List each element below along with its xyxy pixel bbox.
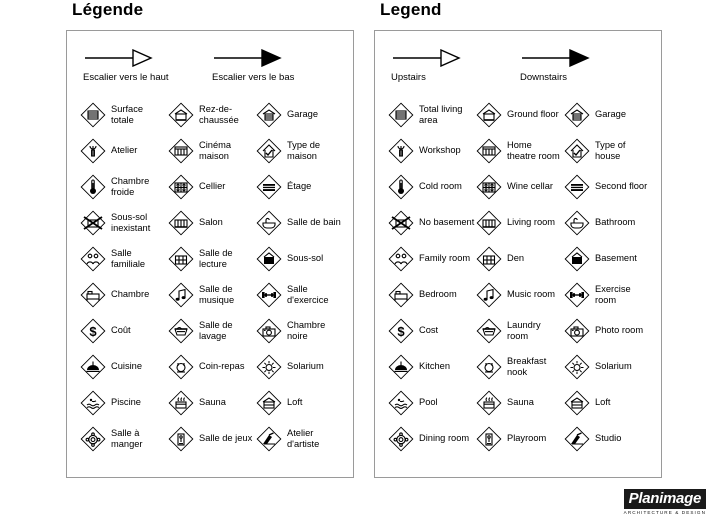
legend-item xyxy=(167,98,255,132)
legend-box-french xyxy=(66,30,354,478)
bathroom-icon xyxy=(255,209,283,237)
legend-item xyxy=(167,206,255,240)
playroom-icon xyxy=(475,425,503,453)
legend-item-label: Atelier xyxy=(111,145,138,156)
family-room-icon xyxy=(79,245,107,273)
legend-item xyxy=(387,386,475,420)
workshop-icon xyxy=(79,137,107,165)
legend-item-label: Family room xyxy=(419,253,471,264)
no-basement-icon xyxy=(387,209,415,237)
legend-item xyxy=(167,278,255,312)
legend-item xyxy=(475,98,563,132)
legend-item-label: Cellier xyxy=(199,181,226,192)
legend-item-label: Salle de bain xyxy=(287,217,341,228)
legend-item xyxy=(475,386,563,420)
legend-item xyxy=(387,134,475,168)
planimage-logo xyxy=(624,489,706,515)
legend-item xyxy=(79,134,167,168)
music-room-icon xyxy=(167,281,195,309)
photo-room-icon xyxy=(255,317,283,345)
legend-item xyxy=(475,134,563,168)
stairs-row-english xyxy=(385,43,651,88)
legend-item-label: Salle à manger xyxy=(111,427,143,449)
legend-item-label: Solarium xyxy=(287,361,324,372)
cost-icon xyxy=(387,317,415,345)
legend-panel-french xyxy=(66,0,362,478)
svg-text:$: $ xyxy=(89,323,97,339)
legend-item xyxy=(79,206,167,240)
legend-item xyxy=(563,206,651,240)
workshop-icon xyxy=(387,137,415,165)
legend-item-label: Kitchen xyxy=(419,361,451,372)
legend-item-label: Surface totale xyxy=(111,103,144,125)
stairs-down-english xyxy=(520,49,649,84)
breakfast-nook-icon xyxy=(167,353,195,381)
legend-item-label: Den xyxy=(507,253,525,264)
legend-item-label: Music room xyxy=(507,289,556,300)
legend-item-label: Salle d'exercice xyxy=(287,283,329,305)
legend-item-label: Sous-sol xyxy=(287,253,324,264)
legend-item xyxy=(475,314,563,348)
legend-item-label: Cinéma maison xyxy=(199,139,232,161)
cold-room-icon xyxy=(387,173,415,201)
legend-item-label: Chambre noire xyxy=(287,319,326,341)
stairs-up-english xyxy=(391,49,520,84)
music-room-icon xyxy=(475,281,503,309)
legend-item xyxy=(167,242,255,276)
pool-icon xyxy=(79,389,107,417)
legend-item-label: Exercise room xyxy=(595,283,631,305)
legend-item-label: Salle de musique xyxy=(199,283,235,305)
legend-item-label: Cost xyxy=(419,325,439,336)
legend-item xyxy=(563,278,651,312)
legend-item-label: Wine cellar xyxy=(507,181,553,192)
ground-floor-icon xyxy=(167,101,195,129)
dining-room-icon xyxy=(387,425,415,453)
legend-item xyxy=(167,386,255,420)
legend-item xyxy=(475,242,563,276)
legend-item xyxy=(563,314,651,348)
legend-item xyxy=(79,170,167,204)
legend-item xyxy=(79,242,167,276)
legend-item xyxy=(563,98,651,132)
legend-item xyxy=(79,278,167,312)
den-icon xyxy=(167,245,195,273)
legend-item xyxy=(387,98,475,132)
basement-icon xyxy=(563,245,591,273)
legend-item-label: Cuisine xyxy=(111,361,143,372)
second-floor-icon xyxy=(563,173,591,201)
legend-item-label: Salle de lavage xyxy=(199,319,233,341)
laundry-room-icon xyxy=(475,317,503,345)
exercise-room-icon xyxy=(563,281,591,309)
legend-item xyxy=(387,242,475,276)
legend-item-label: Atelier d'artiste xyxy=(287,427,320,449)
pool-icon xyxy=(387,389,415,417)
arrow-solid-right-icon xyxy=(520,49,590,67)
legend-item xyxy=(387,170,475,204)
legend-item xyxy=(563,350,651,384)
stairs-row-french xyxy=(77,43,343,88)
legend-item xyxy=(387,278,475,312)
legend-item xyxy=(563,242,651,276)
arrow-outline-right-icon xyxy=(83,49,153,67)
legend-item xyxy=(563,134,651,168)
legend-panel-english xyxy=(374,0,670,478)
legend-item xyxy=(563,386,651,420)
legend-item-label: Playroom xyxy=(507,433,547,444)
legend-item-label: Bedroom xyxy=(419,289,457,300)
legend-item xyxy=(255,314,343,348)
kitchen-icon xyxy=(79,353,107,381)
legend-item-label: Chambre xyxy=(111,289,150,300)
legend-item xyxy=(79,350,167,384)
legend-item xyxy=(255,386,343,420)
svg-text:$: $ xyxy=(397,323,405,339)
cold-room-icon xyxy=(79,173,107,201)
legend-item xyxy=(387,314,475,348)
legend-item-label: Loft xyxy=(287,397,303,408)
legend-item-label: Garage xyxy=(287,109,319,120)
logo-tagline: ARCHITECTURE & DESIGN xyxy=(623,510,706,515)
stairs-down-label-french: Escalier vers le bas xyxy=(212,72,295,83)
bedroom-icon xyxy=(79,281,107,309)
legend-grid-english xyxy=(385,98,651,456)
legend-item-label: Bathroom xyxy=(595,217,636,228)
wine-cellar-icon xyxy=(475,173,503,201)
photo-room-icon xyxy=(563,317,591,345)
playroom-icon xyxy=(167,425,195,453)
legend-item xyxy=(387,422,475,456)
legend-item xyxy=(475,206,563,240)
living-room-icon xyxy=(475,209,503,237)
no-basement-icon xyxy=(79,209,107,237)
studio-icon xyxy=(563,425,591,453)
legend-item xyxy=(79,98,167,132)
logo-wordmark: Planimage xyxy=(624,489,706,509)
legend-item-label: Chambre froide xyxy=(111,175,150,197)
arrow-outline-right-icon xyxy=(391,49,461,67)
legend-item-label: Sous-sol inexistant xyxy=(111,211,151,233)
legend-item-label: Coin-repas xyxy=(199,361,245,372)
legend-item-label: Ground floor xyxy=(507,109,559,120)
legend-item-label: Rez-de-chaussée xyxy=(199,103,239,125)
legend-item xyxy=(387,350,475,384)
legend-item-label: Studio xyxy=(595,433,622,444)
legend-item-label: Solarium xyxy=(595,361,632,372)
basement-icon xyxy=(255,245,283,273)
legend-item xyxy=(255,350,343,384)
legend-item xyxy=(255,98,343,132)
legend-item xyxy=(167,134,255,168)
legend-item xyxy=(475,278,563,312)
legend-item-label: Piscine xyxy=(111,397,141,408)
home-theatre-icon xyxy=(167,137,195,165)
legend-item-label: Breakfast nook xyxy=(507,355,547,377)
legend-box-english xyxy=(374,30,662,478)
stairs-up-french xyxy=(83,49,212,84)
loft-icon xyxy=(255,389,283,417)
legend-item xyxy=(167,314,255,348)
living-room-icon xyxy=(167,209,195,237)
legend-item-label: Étage xyxy=(287,181,312,192)
legend-item-label: Coût xyxy=(111,325,131,336)
legend-item xyxy=(255,134,343,168)
legend-item-label: Laundry room xyxy=(507,319,541,341)
legend-item-label: Type of house xyxy=(595,139,626,161)
legend-item xyxy=(563,170,651,204)
legend-item-label: Salon xyxy=(199,217,223,228)
legend-item xyxy=(475,350,563,384)
legend-item-label: Living room xyxy=(507,217,556,228)
type-of-house-icon xyxy=(255,137,283,165)
legend-item-label: Loft xyxy=(595,397,611,408)
legend-item xyxy=(167,350,255,384)
legend-item-label: Cold room xyxy=(419,181,462,192)
page-title-french: Légende xyxy=(72,0,144,19)
solarium-icon xyxy=(255,353,283,381)
studio-icon xyxy=(255,425,283,453)
garage-icon xyxy=(255,101,283,129)
total-living-area-icon xyxy=(79,101,107,129)
page-title-english: Legend xyxy=(380,0,442,19)
legend-item-label: Sauna xyxy=(199,397,226,408)
kitchen-icon xyxy=(387,353,415,381)
loft-icon xyxy=(563,389,591,417)
sauna-icon xyxy=(475,389,503,417)
stairs-up-label-french: Escalier vers le haut xyxy=(83,72,169,83)
legend-item xyxy=(167,170,255,204)
exercise-room-icon xyxy=(255,281,283,309)
legend-grid-french xyxy=(77,98,343,456)
legend-item-label: Type de maison xyxy=(287,139,321,161)
cost-icon xyxy=(79,317,107,345)
bedroom-icon xyxy=(387,281,415,309)
legend-item xyxy=(255,278,343,312)
type-of-house-icon xyxy=(563,137,591,165)
legend-item xyxy=(167,422,255,456)
legend-item-label: Photo room xyxy=(595,325,644,336)
ground-floor-icon xyxy=(475,101,503,129)
breakfast-nook-icon xyxy=(475,353,503,381)
second-floor-icon xyxy=(255,173,283,201)
legend-item-label: Total living area xyxy=(419,103,463,125)
total-living-area-icon xyxy=(387,101,415,129)
legend-item-label: Workshop xyxy=(419,145,461,156)
legend-item xyxy=(255,422,343,456)
legend-item-label: Second floor xyxy=(595,181,648,192)
arrow-solid-right-icon xyxy=(212,49,282,67)
legend-item-label: Pool xyxy=(419,397,438,408)
legend-item xyxy=(79,386,167,420)
garage-icon xyxy=(563,101,591,129)
legend-item xyxy=(255,170,343,204)
dining-room-icon xyxy=(79,425,107,453)
legend-item-label: No basement xyxy=(419,217,475,228)
sauna-icon xyxy=(167,389,195,417)
legend-item xyxy=(79,314,167,348)
den-icon xyxy=(475,245,503,273)
stairs-down-french xyxy=(212,49,341,84)
stairs-down-label-english: Downstairs xyxy=(520,72,567,83)
legend-item-label: Home theatre room xyxy=(507,139,560,161)
legend-item-label: Dining room xyxy=(419,433,470,444)
legend-item xyxy=(79,422,167,456)
family-room-icon xyxy=(387,245,415,273)
legend-item xyxy=(475,170,563,204)
wine-cellar-icon xyxy=(167,173,195,201)
legend-item-label: Basement xyxy=(595,253,637,264)
solarium-icon xyxy=(563,353,591,381)
legend-item xyxy=(255,242,343,276)
legend-item-label: Garage xyxy=(595,109,627,120)
laundry-room-icon xyxy=(167,317,195,345)
bathroom-icon xyxy=(563,209,591,237)
legend-item xyxy=(563,422,651,456)
stairs-up-label-english: Upstairs xyxy=(391,72,426,83)
legend-item-label: Salle de lecture xyxy=(199,247,233,269)
legend-item-label: Sauna xyxy=(507,397,534,408)
legend-item-label: Salle de jeux xyxy=(199,433,253,444)
legend-item xyxy=(255,206,343,240)
legend-item-label: Salle familiale xyxy=(111,247,146,269)
legend-item xyxy=(387,206,475,240)
legend-item xyxy=(475,422,563,456)
home-theatre-icon xyxy=(475,137,503,165)
